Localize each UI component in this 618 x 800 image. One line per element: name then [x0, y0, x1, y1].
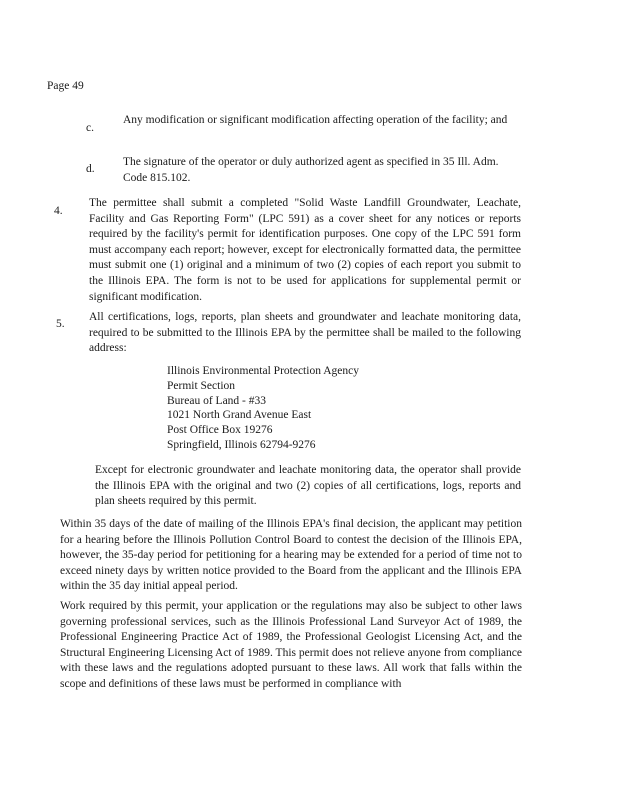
- section-5-marker: 5.: [56, 318, 65, 330]
- section-4-text: The permittee shall submit a completed "Solid Waste Landfill Groundwater, Leachate, Facility and Gas Reporting Form" (LPC 591) as a cover sheet for any notices or reports required by the facility's permit for identification purposes. One copy of the LPC 591 form must accompany each report; however, except for electronically formatted data, the permittee must submit one (1) original and a minimum of two (2) copies of each report you submit to the Illinois EPA. The form is not to be used for applications for supplemental permit or significant modification.: [89, 197, 521, 303]
- address-line: 1021 North Grand Avenue East: [167, 409, 312, 422]
- appeal-paragraph: Within 35 days of the date of mailing of the Illinois EPA's final decision, the applicant may petition for a hearing before the Illinois Pollution Control Board to contest the decision of the Illinois EPA, however, the 35-day period for petitioning for a hearing may be extended for a period of time not to exceed ninety days by written notice provided to the Board from the applicant and the Illinois EPA within the 35 day initial appeal period.: [60, 518, 522, 593]
- section-5-text: All certifications, logs, reports, plan sheets and groundwater and leachate monitoring data, required to be submitted to the Illinois EPA by the permittee shall be mailed to the following address:: [89, 311, 521, 355]
- address-line: Permit Section: [167, 379, 236, 392]
- work-paragraph: Work required by this permit, your application or the regulations may also be subject to other laws governing professional services, such as the Illinois Professional Land Surveyor Act of 1989, the Professional Engineering Practice Act of 1989, the Professional Geologist Licensing Act, and the Structural Engineering Licensing Act of 1989. This permit does not relieve anyone from compliance with these laws and the regulations adopted pursuant to these laws. All work that falls within the scope and definitions of these laws must be performed in compliance with: [60, 600, 522, 690]
- item-d-marker: d.: [86, 163, 95, 175]
- address-line: Illinois Environmental Protection Agency: [167, 365, 359, 377]
- item-c-text: Any modification or significant modification affecting operation of the facility; and: [123, 114, 508, 126]
- section-5-followup: Except for electronic groundwater and leachate monitoring data, the operator shall provide the Illinois EPA with the original and two (2) copies of all certifications, logs, reports and plan sheets required by this permit.: [95, 464, 521, 508]
- address-line: Springfield, Illinois 62794-9276: [167, 438, 316, 451]
- mailing-address: [167, 364, 359, 453]
- section-4-marker: 4.: [54, 205, 63, 217]
- address-line: Post Office Box 19276: [167, 424, 273, 437]
- page-number: Page 49: [47, 80, 84, 92]
- item-d-text: The signature of the operator or duly authorized agent as specified in 35 Ill. Adm. Code 815.102.: [123, 156, 499, 184]
- address-line: Bureau of Land - #33: [167, 394, 266, 407]
- item-c-marker: c.: [86, 122, 94, 134]
